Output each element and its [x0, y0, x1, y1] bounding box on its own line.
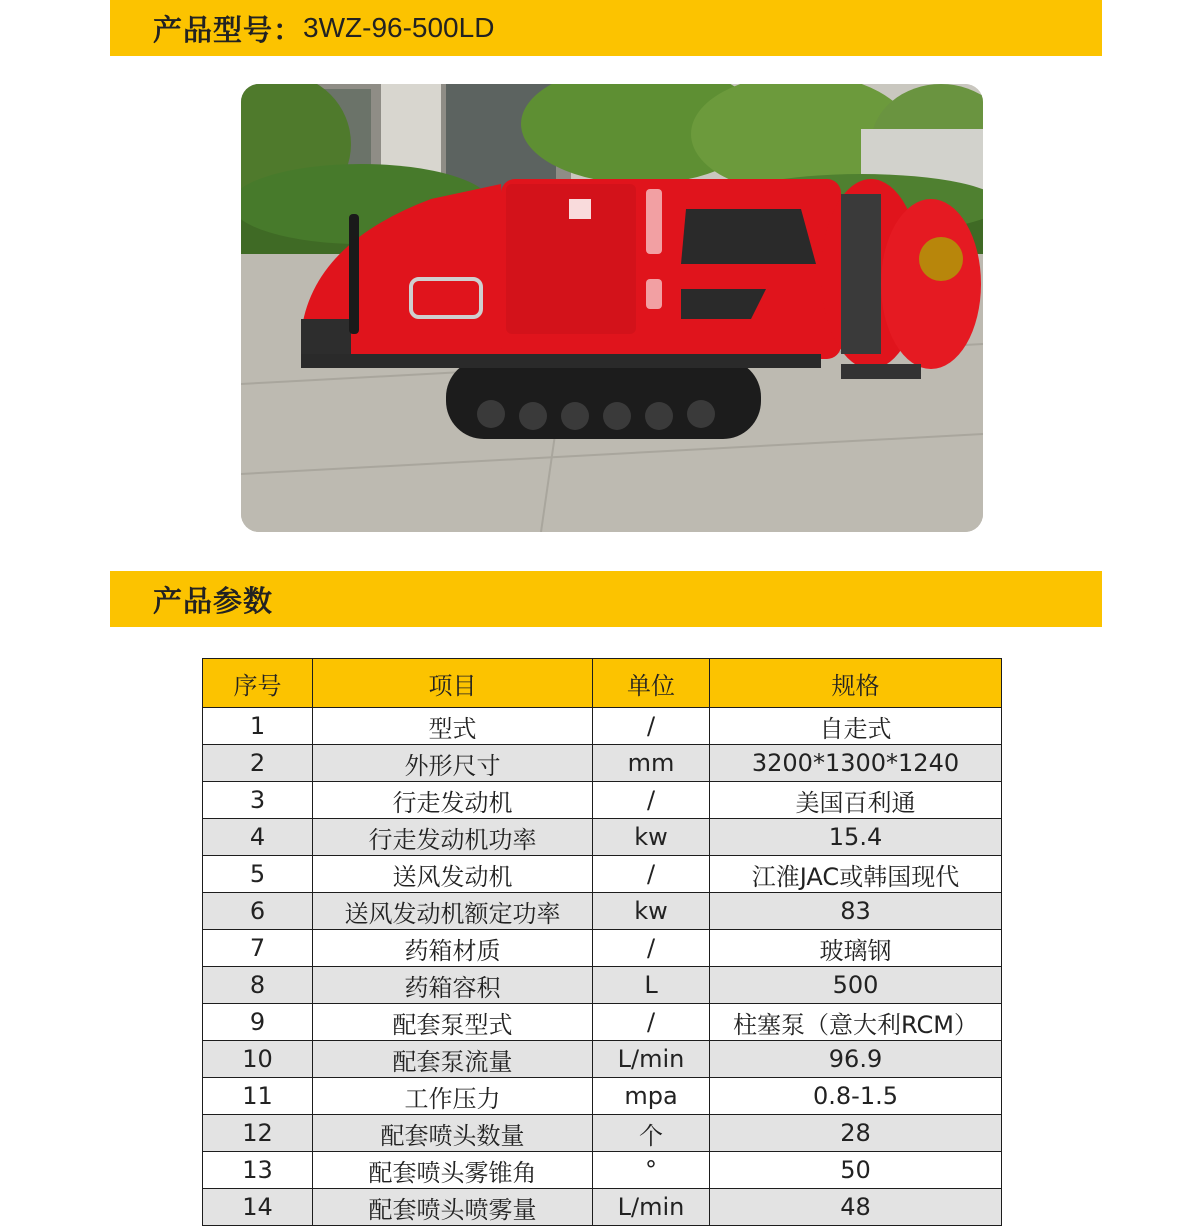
cell-item: 送风发动机额定功率: [313, 893, 593, 930]
cell-item: 外形尺寸: [313, 745, 593, 782]
spec-table: [202, 658, 1002, 1226]
cell-spec: 玻璃钢: [710, 930, 1002, 967]
product-params-banner: [110, 571, 1102, 627]
cell-item: 配套喷头数量: [313, 1115, 593, 1152]
table-row: [203, 1041, 1002, 1078]
table-row: [203, 745, 1002, 782]
product-params-title: 产品参数: [153, 583, 274, 618]
column-header-no: 序号: [203, 659, 313, 708]
cell-item: 配套泵流量: [313, 1041, 593, 1078]
cell-spec: 48: [710, 1189, 1002, 1226]
cell-no: 8: [203, 967, 313, 1004]
cell-spec: 96.9: [710, 1041, 1002, 1078]
product-model-value: 3WZ-96-500LD: [303, 12, 495, 43]
cell-item: 配套泵型式: [313, 1004, 593, 1041]
table-row: [203, 708, 1002, 745]
cell-item: 药箱容积: [313, 967, 593, 1004]
cell-no: 6: [203, 893, 313, 930]
cell-item: 送风发动机: [313, 856, 593, 893]
cell-unit: L/min: [593, 1041, 710, 1078]
cell-spec: 3200*1300*1240: [710, 745, 1002, 782]
cell-unit: L: [593, 967, 710, 1004]
cell-spec: 50: [710, 1152, 1002, 1189]
column-header-item: 项目: [313, 659, 593, 708]
cell-item: 配套喷头喷雾量: [313, 1189, 593, 1226]
table-row: [203, 1078, 1002, 1115]
cell-item: 工作压力: [313, 1078, 593, 1115]
table-header-row: [203, 659, 1002, 708]
cell-unit: /: [593, 708, 710, 745]
cell-spec: 28: [710, 1115, 1002, 1152]
cell-no: 10: [203, 1041, 313, 1078]
cell-item: 行走发动机功率: [313, 819, 593, 856]
product-photo: [241, 84, 983, 532]
table-row: [203, 930, 1002, 967]
cell-no: 5: [203, 856, 313, 893]
product-model-label: 产品型号：: [153, 12, 304, 47]
cell-spec: 自走式: [710, 708, 1002, 745]
cell-item: 配套喷头雾锥角: [313, 1152, 593, 1189]
product-model-banner: [110, 0, 1102, 56]
table-row: [203, 819, 1002, 856]
cell-no: 9: [203, 1004, 313, 1041]
table-row: [203, 856, 1002, 893]
cell-spec: 500: [710, 967, 1002, 1004]
cell-unit: /: [593, 930, 710, 967]
cell-no: 12: [203, 1115, 313, 1152]
cell-item: 型式: [313, 708, 593, 745]
cell-no: 14: [203, 1189, 313, 1226]
cell-unit: /: [593, 1004, 710, 1041]
cell-spec: 0.8-1.5: [710, 1078, 1002, 1115]
table-row: [203, 1152, 1002, 1189]
table-row: [203, 1115, 1002, 1152]
cell-no: 7: [203, 930, 313, 967]
cell-unit: kw: [593, 819, 710, 856]
cell-spec: 美国百利通: [710, 782, 1002, 819]
table-row: [203, 1189, 1002, 1226]
cell-spec: 15.4: [710, 819, 1002, 856]
cell-unit: °: [593, 1152, 710, 1189]
cell-unit: mpa: [593, 1078, 710, 1115]
column-header-unit: 单位: [593, 659, 710, 708]
cell-spec: 83: [710, 893, 1002, 930]
cell-no: 13: [203, 1152, 313, 1189]
column-header-spec: 规格: [710, 659, 1002, 708]
table-row: [203, 967, 1002, 1004]
cell-unit: /: [593, 856, 710, 893]
cell-spec: 柱塞泵（意大利RCM）: [710, 1004, 1002, 1041]
cell-unit: /: [593, 782, 710, 819]
cell-no: 1: [203, 708, 313, 745]
table-row: [203, 1004, 1002, 1041]
cell-no: 3: [203, 782, 313, 819]
cell-item: 行走发动机: [313, 782, 593, 819]
table-row: [203, 782, 1002, 819]
cell-unit: 个: [593, 1115, 710, 1152]
cell-spec: 江淮JAC或韩国现代: [710, 856, 1002, 893]
cell-no: 2: [203, 745, 313, 782]
cell-unit: kw: [593, 893, 710, 930]
cell-no: 4: [203, 819, 313, 856]
cell-unit: L/min: [593, 1189, 710, 1226]
table-row: [203, 893, 1002, 930]
cell-item: 药箱材质: [313, 930, 593, 967]
cell-unit: mm: [593, 745, 710, 782]
cell-no: 11: [203, 1078, 313, 1115]
